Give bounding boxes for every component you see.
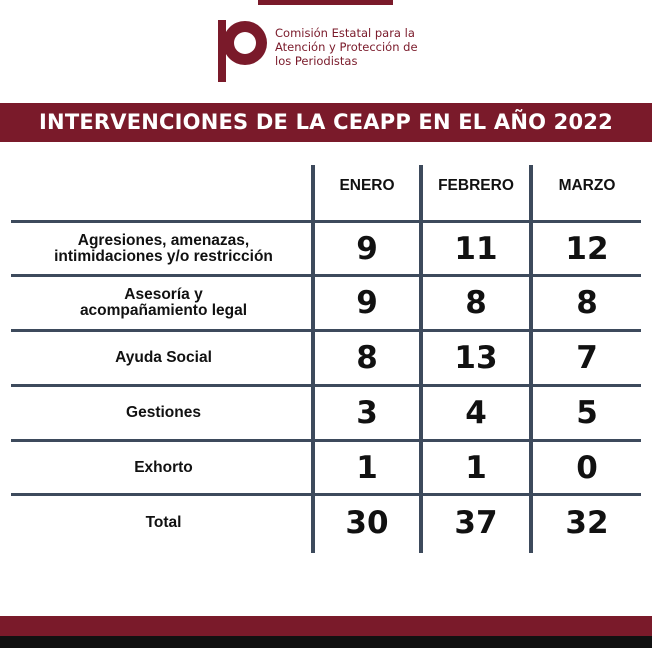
table-cell: 5 [576, 395, 598, 431]
org-name [275, 26, 475, 68]
table-cell: 1 [465, 449, 487, 486]
row-label-line: Agresiones, amenazas, [77, 231, 250, 249]
row-label-asesoria [11, 277, 316, 329]
row-label-line: acompañamiento legal [79, 302, 248, 319]
row-label-ayuda-social [11, 332, 316, 384]
org-name-line: Comisión Estatal para la [275, 26, 415, 40]
footer-dark-strip [0, 636, 652, 648]
table-cell: 11 [454, 230, 498, 267]
row-label-line: Exhorto [134, 458, 193, 476]
column-header-marzo: MARZO [558, 177, 616, 194]
row-label-total [11, 496, 316, 550]
table-cell: 13 [454, 340, 498, 376]
table-cell: 8 [356, 340, 378, 376]
table-cell: 3 [356, 395, 378, 431]
table-cell: 9 [356, 285, 378, 321]
row-label-line: Gestiones [126, 404, 201, 421]
column-header-febrero: FEBRERO [438, 177, 514, 194]
row-label-agresiones [11, 223, 316, 274]
top-accent-line [258, 0, 393, 5]
total-cell: 30 [345, 505, 389, 541]
org-name-line: Atención y Protección de [275, 40, 418, 54]
row-label-exhorto [11, 442, 316, 493]
total-cell: 37 [454, 505, 498, 541]
page-title: INTERVENCIONES DE LA CEAPP EN EL AÑO 2022 [39, 110, 613, 134]
org-name-line: los Periodistas [275, 54, 358, 68]
row-label-line: intimidaciones y/o restricción [54, 247, 273, 265]
row-label-line: Total [145, 514, 182, 531]
table-cell: 7 [576, 340, 598, 376]
ceapp-logo-icon [216, 16, 268, 84]
table-cell: 0 [576, 449, 598, 486]
table-cell: 8 [576, 285, 598, 321]
column-header-enero: ENERO [339, 177, 395, 194]
footer-band [0, 616, 652, 636]
row-label-line: Ayuda Social [115, 349, 212, 366]
table-cell: 9 [356, 230, 378, 267]
total-cell: 32 [565, 505, 609, 541]
table-cell: 4 [465, 395, 487, 431]
table-cell: 12 [565, 230, 609, 267]
row-label-line: Asesoría y [124, 286, 203, 303]
row-label-gestiones [11, 387, 316, 439]
table-cell: 1 [356, 449, 378, 486]
table-cell: 8 [465, 285, 487, 321]
